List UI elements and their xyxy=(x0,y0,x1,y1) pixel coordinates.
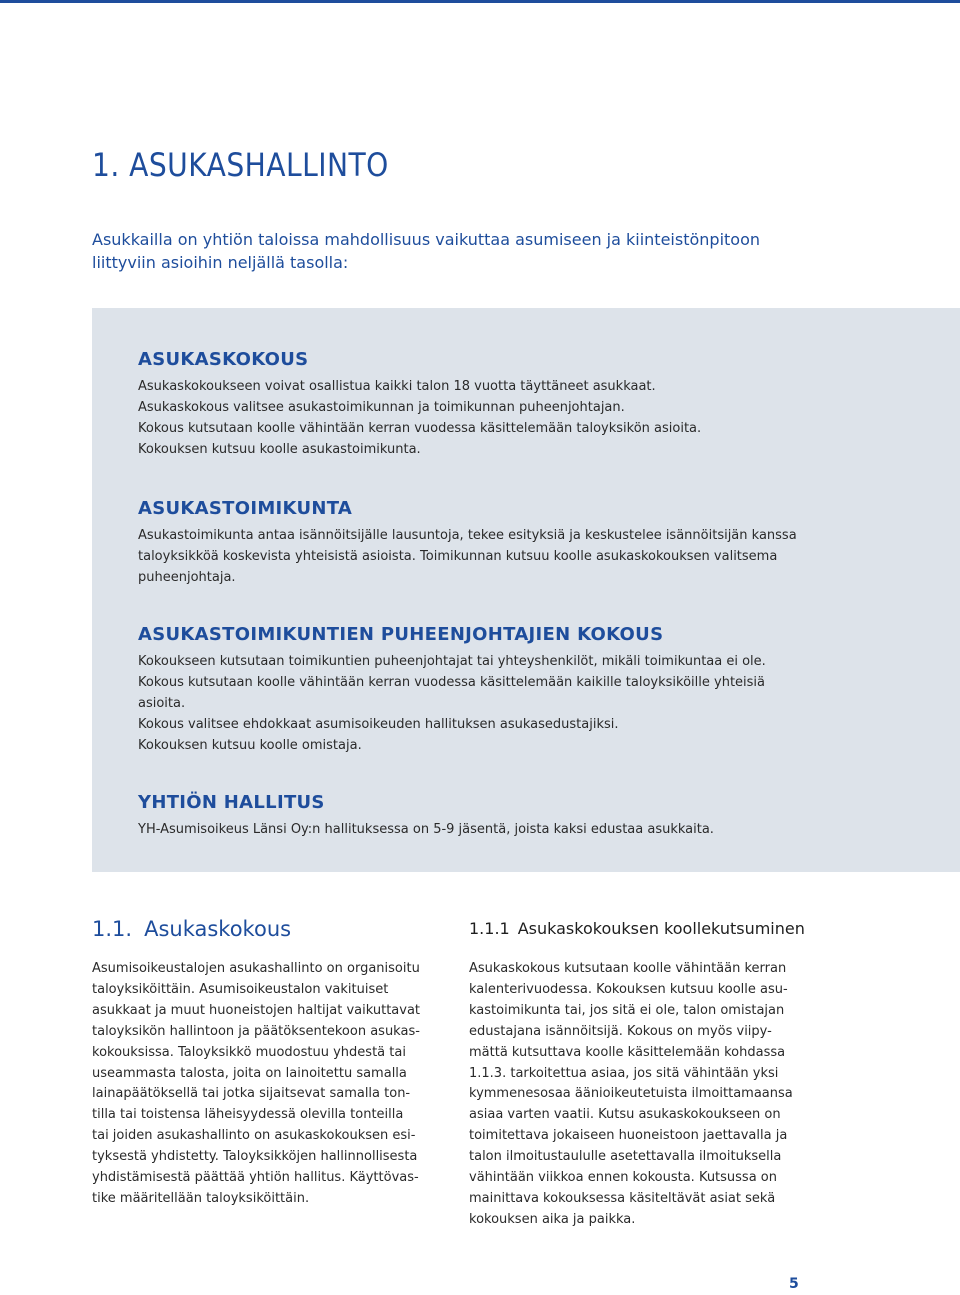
right-column xyxy=(469,916,809,1231)
subsection-title: Asukaskokous xyxy=(144,917,292,941)
subsection-title: Asukaskokouksen koollekutsuminen xyxy=(517,919,805,938)
body-line: Asumisoikeustalojen asukashallinto on organisoitu xyxy=(92,961,420,976)
section-puheenjohtajien-kokous xyxy=(138,624,938,756)
body-line: kalenterivuodessa. Kokouksen kutsuu koolle asu- xyxy=(469,981,788,997)
section-line: asioita. xyxy=(138,696,186,711)
section-heading: ASUKASTOIMIKUNTIEN PUHEENJOHTAJIEN KOKOUS xyxy=(138,624,664,645)
section-heading: ASUKASKOKOUS xyxy=(138,349,309,370)
section-line: taloyksikköä koskevista yhteisistä asioista. Toimikunnan kutsuu koolle asukaskokouksen valitsema xyxy=(138,549,778,564)
body-line: taloyksikön hallintoon ja päätöksentekoon asukas- xyxy=(92,1023,420,1039)
section-line: Kokous valitsee ehdokkaat asumisoikeuden hallituksen asukasedustajiksi. xyxy=(138,717,619,732)
body-line: taloyksiköittäin. Asumisoikeustalon vakituiset xyxy=(92,981,389,997)
section-line: puheenjohtaja. xyxy=(138,570,236,585)
section-line: Asukaskokoukseen voivat osallistua kaikki talon 18 vuotta täyttäneet asukkaat. xyxy=(138,379,656,394)
section-heading: ASUKASTOIMIKUNTA xyxy=(138,498,353,519)
body-line: edustajana isännöitsijä. Kokous on myös viipy- xyxy=(469,1023,772,1039)
section-asukastoimikunta xyxy=(138,498,938,588)
body-line: kokouksissa. Taloyksikkö muodostuu yhdestä tai xyxy=(92,1044,406,1060)
page-number: 5 xyxy=(789,1276,799,1292)
body-line: mainittava kokouksessa käsiteltävät asiat sekä xyxy=(469,1190,776,1206)
section-line: Kokouksen kutsuu koolle asukastoimikunta. xyxy=(138,442,421,457)
subsection-heading xyxy=(92,916,432,942)
section-heading: YHTIÖN HALLITUS xyxy=(138,792,325,813)
body-line: kokouksen aika ja paikka. xyxy=(469,1211,636,1227)
body-line: tyksestä yhdistetty. Taloyksikköjen hallinnollisesta xyxy=(92,1149,418,1165)
body-line: tilla tai toistensa läheisyydessä olevilla tonteilla xyxy=(92,1107,404,1123)
section-line: Kokous kutsutaan koolle vähintään kerran vuodessa käsittelemään kaikille taloyksiköille yhteisiä xyxy=(138,675,765,690)
body-line: Asukaskokous kutsutaan koolle vähintään kerran xyxy=(469,961,787,976)
body-line: vähintään viikkoa ennen kokousta. Kutsussa on xyxy=(469,1170,778,1186)
body-line: kymmenesosaa äänioikeutetuista ilmoittamaansa xyxy=(469,1086,793,1102)
section-line: Asukastoimikunta antaa isännöitsijälle lausuntoja, tekee esityksiä ja keskustelee isännöitsijän kanssa xyxy=(138,528,797,543)
page-title: 1. ASUKASHALLINTO xyxy=(92,146,389,184)
subsection-heading xyxy=(469,916,809,942)
intro-line: Asukkailla on yhtiön taloissa mahdollisuus vaikuttaa asumiseen ja kiinteistönpitoon xyxy=(92,230,760,249)
section-line: Asukaskokous valitsee asukastoimikunnan ja toimikunnan puheenjohtajan. xyxy=(138,400,625,415)
body-line: talon ilmoitustaululle asetettavalla ilmoituksella xyxy=(469,1149,782,1165)
top-rule xyxy=(0,0,960,3)
body-line: kastoimikunta tai, jos sitä ei ole, talon omistajan xyxy=(469,1002,785,1018)
section-yhtion-hallitus xyxy=(138,792,938,840)
body-line: asiaa varten vaatii. Kutsu asukaskokoukseen on xyxy=(469,1107,781,1123)
body-line: 1.1.3. tarkoitettua asiaa, jos sitä vähintään yksi xyxy=(469,1065,779,1081)
section-line: Kokoukseen kutsutaan toimikuntien puheenjohtajat tai yhteyshenkilöt, mikäli toimikuntaa ei ole. xyxy=(138,654,766,669)
subsection-number: 1.1. xyxy=(92,917,133,941)
body-line: mättä kutsuttava koolle käsittelemään kohdassa xyxy=(469,1044,786,1060)
right-body xyxy=(469,959,809,1231)
body-line: tai joiden asukashallinto on asukaskokouksen esi- xyxy=(92,1128,416,1144)
body-line: tike määritellään taloyksiköittäin. xyxy=(92,1190,310,1206)
section-line: YH-Asumisoikeus Länsi Oy:n hallituksessa on 5-9 jäsentä, joista kaksi edustaa asukkaita. xyxy=(138,822,714,837)
intro-text xyxy=(92,228,812,274)
body-line: lainapäätöksellä tai jotka sijaitsevat samalla ton- xyxy=(92,1086,411,1102)
left-body xyxy=(92,959,432,1210)
subsection-number: 1.1.1 xyxy=(469,919,510,938)
left-column xyxy=(92,916,432,1210)
body-line: toimitettava jokaiseen huoneistoon jaettavalla ja xyxy=(469,1128,788,1144)
section-line: Kokous kutsutaan koolle vähintään kerran vuodessa käsittelemään taloyksikön asioita. xyxy=(138,421,702,436)
section-asukaskokous xyxy=(138,349,938,460)
section-line: Kokouksen kutsuu koolle omistaja. xyxy=(138,738,362,753)
body-line: asukkaat ja muut huoneistojen haltijat vaikuttavat xyxy=(92,1002,421,1018)
intro-line: liittyviin asioihin neljällä tasolla: xyxy=(92,253,349,272)
body-line: yhdistämisestä päättää yhtiön hallitus. Käyttövas- xyxy=(92,1170,419,1186)
body-line: useammasta talosta, joita on lainoitettu samalla xyxy=(92,1065,407,1081)
